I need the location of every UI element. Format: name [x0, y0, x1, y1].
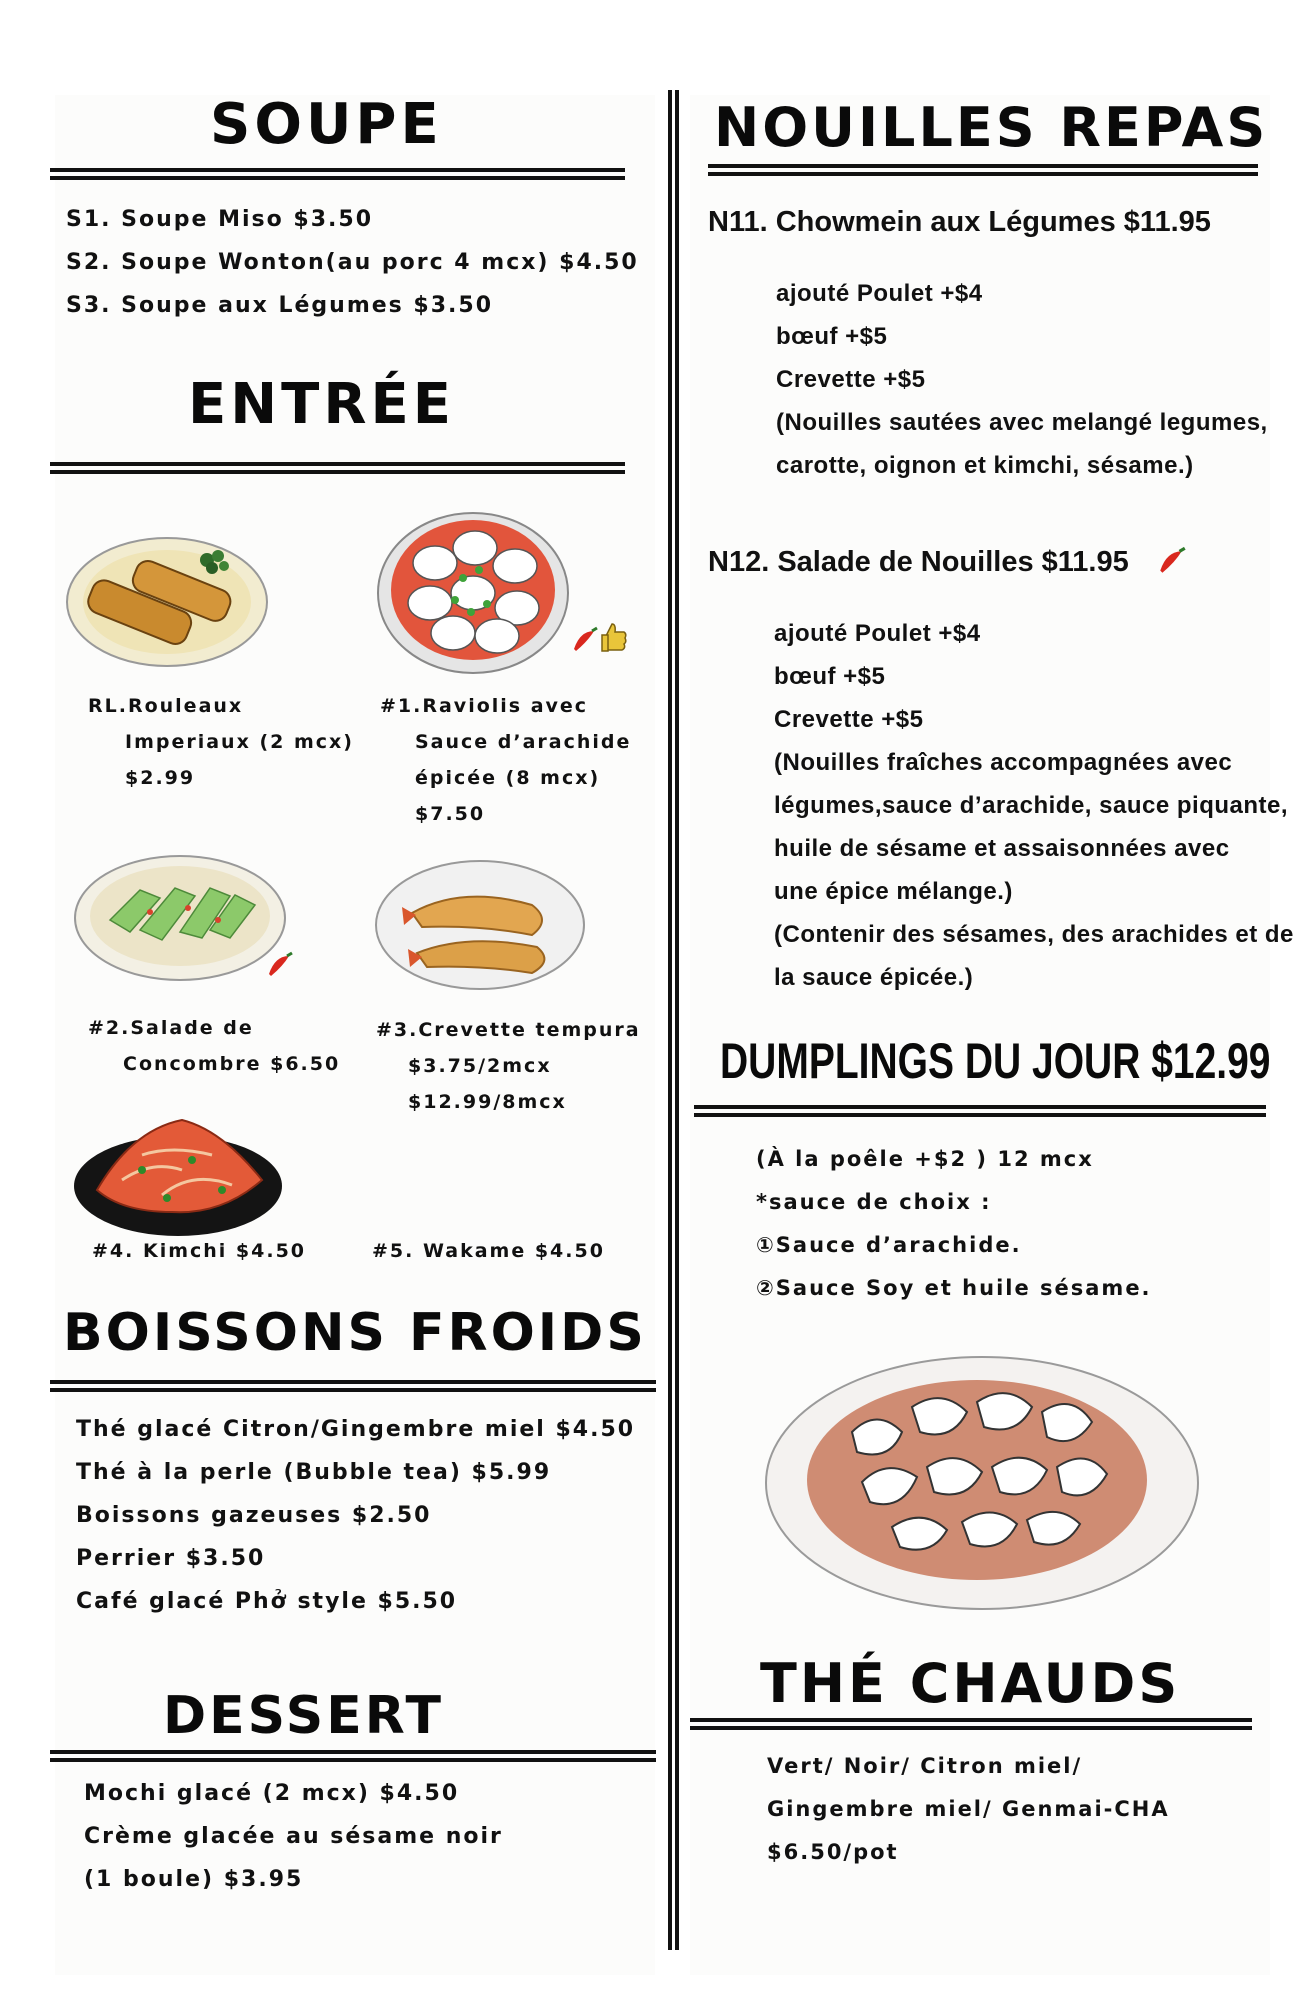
entree-n1-line: épicée (8 mcx): [415, 767, 601, 789]
dessert-title: DESSERT: [163, 1686, 444, 1746]
entree-n1-line: #1.Raviolis avec: [380, 695, 589, 717]
nouilles-title: NOUILLES REPAS: [714, 96, 1269, 159]
the-divider: [690, 1718, 1252, 1730]
dumplings-line: (À la poêle +$2 ) 12 mcx: [756, 1147, 1094, 1171]
shrimp-tempura-icon: [372, 855, 587, 995]
entree-n3-line: $12.99/8mcx: [408, 1091, 567, 1113]
nouilles-divider: [708, 164, 1258, 176]
dumplings-line: *sauce de choix :: [756, 1190, 992, 1214]
n11-line: carotte, oignon et kimchi, sésame.): [776, 452, 1194, 479]
entree-n2-line: Concombre $6.50: [123, 1053, 341, 1075]
the-title: THÉ CHAUDS: [760, 1652, 1181, 1715]
n12-line: légumes,sauce d’arachide, sauce piquante,: [774, 792, 1289, 819]
entree-rl: [88, 688, 354, 796]
dessert-item: (1 boule) $3.95: [84, 1867, 304, 1892]
entree-divider: [50, 462, 625, 474]
dessert-item: Mochi glacé (2 mcx) $4.50: [84, 1781, 460, 1806]
boissons-title: BOISSONS FROIDS: [63, 1303, 647, 1363]
entree-n1: [380, 688, 631, 832]
n11-line: ajouté Poulet +$4: [776, 280, 983, 307]
boissons-divider: [50, 1380, 656, 1392]
n12-line: ajouté Poulet +$4: [774, 620, 981, 647]
the-details: [767, 1745, 1170, 1874]
n11-details: [776, 272, 1268, 487]
the-line: Vert/ Noir/ Citron miel/: [767, 1754, 1083, 1778]
kimchi-plate-icon: [72, 1100, 287, 1240]
soupe-divider: [50, 168, 625, 180]
dessert-item: Crème glacée au sésame noir: [84, 1824, 503, 1849]
column-divider: [668, 90, 679, 1950]
soupe-item: S1. Soupe Miso $3.50: [66, 207, 374, 232]
boissons-list: [76, 1408, 635, 1623]
boissons-item: Perrier $3.50: [76, 1546, 266, 1571]
entree-n1-line: $7.50: [415, 803, 486, 825]
n11-title: N11. Chowmein aux Légumes $11.95: [708, 206, 1211, 238]
entree-n3: [376, 1012, 641, 1120]
n11-line: Crevette +$5: [776, 366, 926, 393]
entree-rl-line: RL.Rouleaux: [88, 695, 244, 717]
n12-line: Crevette +$5: [774, 706, 924, 733]
n11-line: bœuf +$5: [776, 323, 888, 350]
boissons-item: Thé glacé Citron/Gingembre miel $4.50: [76, 1417, 636, 1442]
raviolis-plate-icon: [375, 508, 575, 678]
entree-rl-line: $2.99: [125, 767, 196, 789]
dumplings-line: ①Sauce d’arachide.: [756, 1233, 1022, 1257]
dessert-list: [84, 1772, 503, 1901]
dumplings-plate-icon: [762, 1352, 1202, 1614]
chili-pepper-icon: [570, 625, 600, 655]
chili-pepper-icon: [265, 950, 295, 980]
boissons-item: Café glacé Phở style $5.50: [76, 1589, 458, 1614]
the-line: Gingembre miel/ Genmai-CHA: [767, 1797, 1170, 1821]
n12-line: bœuf +$5: [774, 663, 886, 690]
entree-n2-line: #2.Salade de: [88, 1017, 254, 1039]
soupe-title: SOUPE: [210, 92, 443, 157]
n12-line: huile de sésame et assaisonnées avec: [774, 835, 1230, 862]
n12-line: la sauce épicée.): [774, 964, 974, 991]
dumplings-divider: [694, 1105, 1266, 1117]
entree-title: ENTRÉE: [188, 372, 455, 437]
dumplings-line: ②Sauce Soy et huile sésame.: [756, 1276, 1152, 1300]
boissons-item: Thé à la perle (Bubble tea) $5.99: [76, 1460, 552, 1485]
dumplings-details: [756, 1138, 1152, 1310]
entree-rl-line: Imperiaux (2 mcx): [125, 731, 354, 753]
dessert-divider: [50, 1750, 656, 1762]
soupe-item: S2. Soupe Wonton(au porc 4 mcx) $4.50: [66, 250, 639, 275]
entree-n4: #4. Kimchi $4.50: [92, 1240, 307, 1262]
entree-n2: [88, 1010, 340, 1082]
n12-line: une épice mélange.): [774, 878, 1013, 905]
entree-n5: #5. Wakame $4.50: [372, 1240, 605, 1262]
soupe-item: S3. Soupe aux Légumes $3.50: [66, 293, 494, 318]
entree-n3-line: $3.75/2mcx: [408, 1055, 552, 1077]
thumbs-up-icon: [600, 620, 628, 654]
the-line: $6.50/pot: [767, 1840, 899, 1864]
soupe-list: [66, 198, 639, 327]
n12-line: (Nouilles fraîches accompagnées avec: [774, 749, 1233, 776]
n12-title: N12. Salade de Nouilles $11.95: [708, 546, 1129, 578]
n12-line: (Contenir des sésames, des arachides et de: [774, 921, 1294, 948]
entree-n1-line: Sauce d’arachide: [415, 731, 632, 753]
n12-details: [774, 612, 1294, 999]
entree-n3-line: #3.Crevette tempura: [376, 1019, 641, 1041]
boissons-item: Boissons gazeuses $2.50: [76, 1503, 432, 1528]
chili-pepper-icon: [1156, 545, 1188, 577]
spring-rolls-icon: [62, 530, 272, 670]
n11-line: (Nouilles sautées avec melangé legumes,: [776, 409, 1268, 436]
dumplings-title: DUMPLINGS DU JOUR $12.99: [720, 1033, 1271, 1089]
